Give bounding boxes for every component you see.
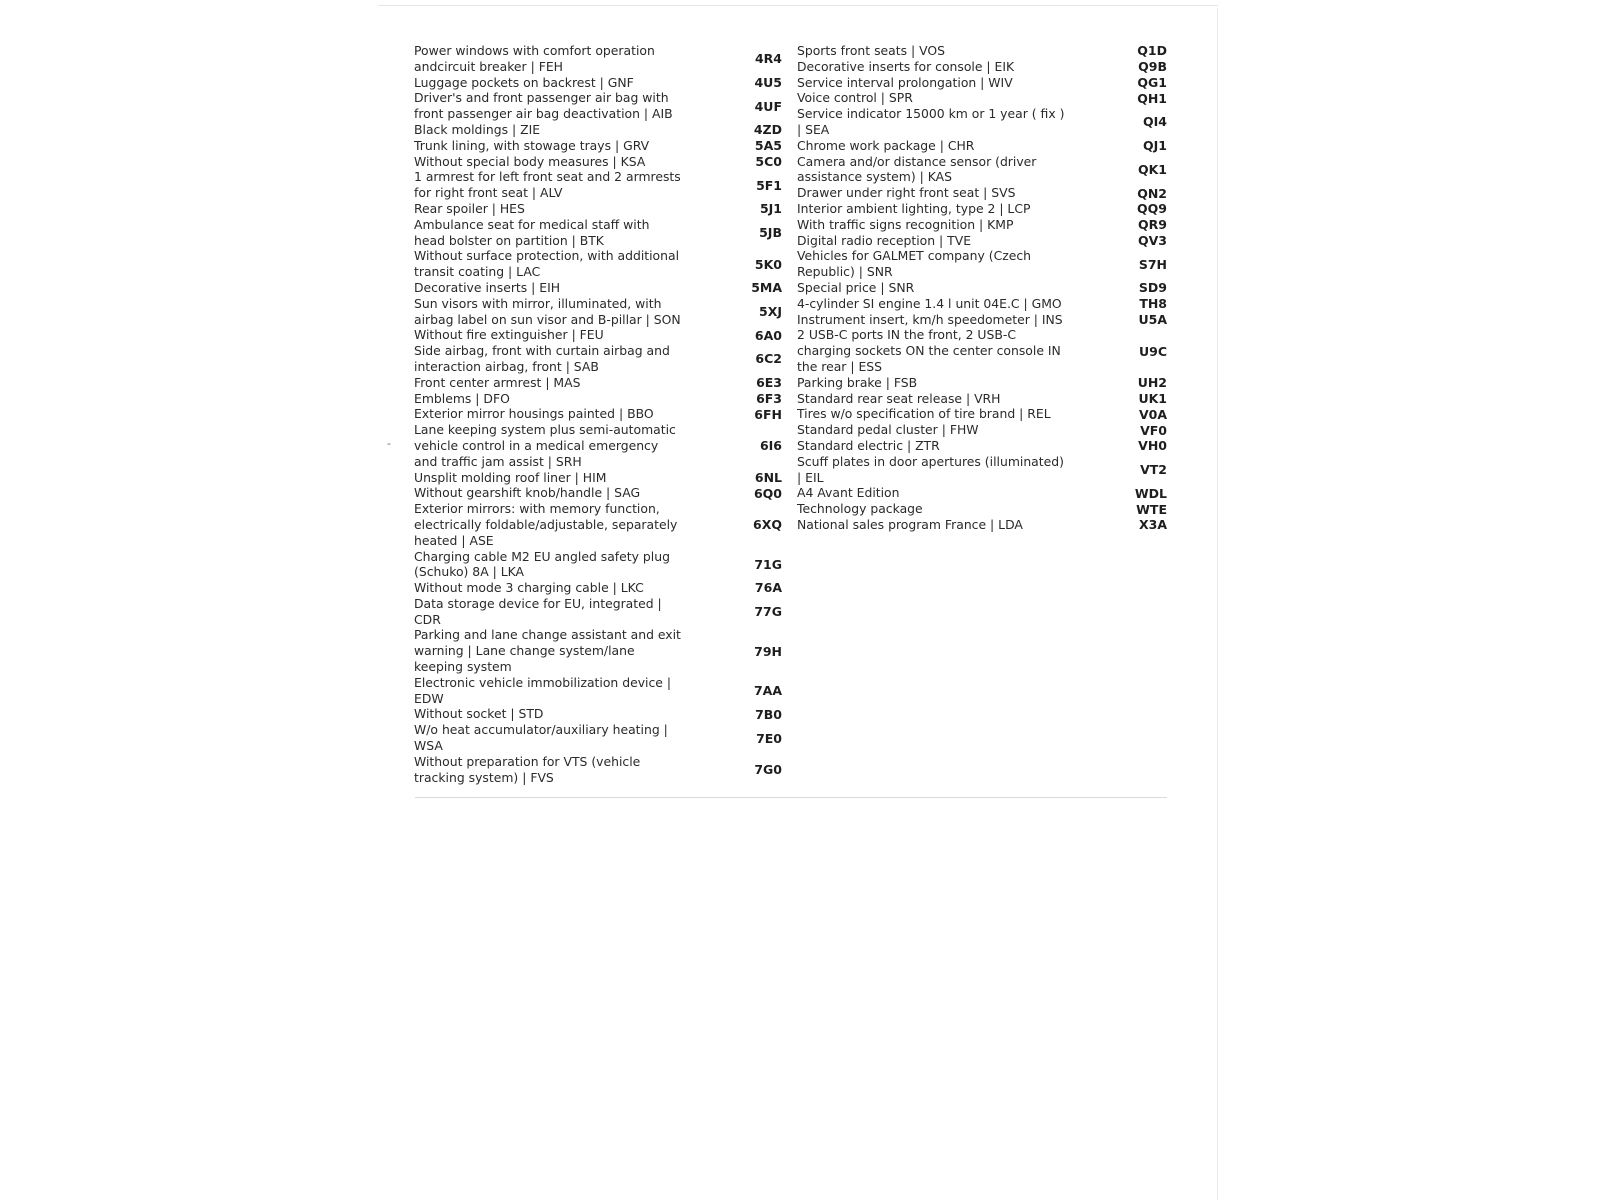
option-row: [414, 248, 784, 280]
bottom-divider: [415, 797, 1167, 798]
option-row: [414, 627, 784, 674]
option-code: 5JB: [759, 225, 782, 241]
option-code: 4R4: [754, 51, 782, 67]
option-code: 5C0: [755, 153, 782, 169]
option-row: [414, 580, 784, 596]
option-description: Standard pedal cluster | FHW: [797, 422, 979, 438]
option-description: Exterior mirrors: with memory function, electrically foldable/adjustable, separately heated | ASE: [414, 501, 678, 548]
option-code: 5MA: [751, 280, 782, 296]
option-code: 6C2: [755, 351, 782, 367]
option-description: Without surface protection, with additional transit coating | LAC: [414, 248, 680, 280]
option-description: Digital radio reception | TVE: [797, 232, 972, 248]
option-description: Ambulance seat for medical staff with head bolster on partition | BTK: [414, 216, 650, 248]
option-row: [797, 217, 1169, 233]
option-row: [414, 754, 784, 786]
option-code: 4ZD: [753, 122, 782, 138]
option-code: 6FH: [754, 406, 782, 422]
option-description: Special price | SNR: [797, 279, 915, 295]
option-code: 6F3: [756, 390, 782, 406]
option-code: SD9: [1138, 280, 1167, 296]
options-list-right: [797, 43, 1169, 533]
option-code: 7B0: [755, 706, 782, 722]
option-row: [414, 280, 784, 296]
option-code: Q1D: [1137, 43, 1167, 59]
option-description: Exterior mirror housings painted | BBO: [414, 406, 654, 422]
option-description: Lane keeping system plus semi-automatic vehicle control in a medical emergency and traffic jam assist | SRH: [414, 422, 676, 469]
option-code: 4UF: [754, 98, 782, 114]
option-description: Electronic vehicle immobilization device | EDW: [414, 674, 672, 706]
option-code: 5A5: [754, 138, 782, 154]
option-row: [414, 706, 784, 722]
options-list-left: [414, 43, 784, 785]
option-description: 4-cylinder SI engine 1.4 l unit 04E.C | GMO: [797, 295, 1062, 311]
option-row: [414, 596, 784, 628]
option-code: 6XQ: [753, 517, 782, 533]
option-row: [414, 675, 784, 707]
option-row: [414, 391, 784, 407]
option-row: [797, 422, 1169, 438]
option-code: 5F1: [756, 177, 782, 193]
option-row: [414, 406, 784, 422]
option-description: Interior ambient lighting, type 2 | LCP: [797, 200, 1031, 216]
option-description: Unsplit molding roof liner | HIM: [414, 469, 607, 485]
option-row: [414, 375, 784, 391]
option-code: TH8: [1139, 296, 1167, 312]
option-description: Sun visors with mirror, illuminated, with airbag label on sun visor and B-pillar | SON: [414, 295, 681, 327]
option-description: National sales program France | LDA: [797, 516, 1023, 532]
option-row: [414, 217, 784, 249]
option-code: VT2: [1140, 462, 1167, 478]
option-description: Without gearshift knob/handle | SAG: [414, 485, 641, 501]
option-code: U9C: [1138, 343, 1167, 359]
option-row: [414, 154, 784, 170]
option-description: Vehicles for GALMET company (Czech Republic) | SNR: [797, 248, 1032, 280]
option-description: Power windows with comfort operation andcircuit breaker | FEH: [414, 43, 655, 74]
option-code: QI4: [1143, 114, 1167, 130]
option-code: Q9B: [1138, 59, 1167, 75]
option-row: [797, 106, 1169, 138]
option-row: [797, 185, 1169, 201]
option-code: 6E3: [756, 375, 782, 391]
option-code: QJ1: [1143, 138, 1167, 154]
option-row: [414, 90, 784, 122]
option-code: UH2: [1137, 375, 1167, 391]
option-description: Sports front seats | VOS: [797, 43, 945, 58]
option-description: Without special body measures | KSA: [414, 153, 646, 169]
option-description: Without mode 3 charging cable | LKC: [414, 580, 644, 596]
option-code: WTE: [1136, 501, 1167, 517]
option-row: [797, 280, 1169, 296]
option-row: [414, 43, 784, 75]
option-description: Voice control | SPR: [797, 90, 913, 106]
option-row: [797, 327, 1169, 374]
option-code: 79H: [754, 643, 782, 659]
option-row: [414, 470, 784, 486]
option-code: QQ9: [1137, 201, 1167, 217]
option-description: Decorative inserts for console | EIK: [797, 58, 1015, 74]
option-description: Drawer under right front seat | SVS: [797, 185, 1016, 201]
option-code: 7AA: [753, 683, 782, 699]
option-row: [797, 248, 1169, 280]
option-description: 2 USB-C ports IN the front, 2 USB-C charging sockets ON the center console IN the rear | ESS: [797, 327, 1061, 374]
option-code: 76A: [754, 580, 782, 596]
scan-top-edge-line: [378, 5, 1218, 6]
option-description: Standard rear seat release | VRH: [797, 390, 1001, 406]
option-code: U5A: [1138, 311, 1167, 327]
option-code: 71G: [754, 556, 782, 572]
option-code: QN2: [1137, 185, 1167, 201]
option-description: With traffic signs recognition | KMP: [797, 216, 1014, 232]
option-row: [797, 75, 1169, 91]
option-row: [414, 422, 784, 469]
option-description: Side airbag, front with curtain airbag and interaction airbag, front | SAB: [414, 343, 670, 374]
option-code: 5K0: [754, 256, 782, 272]
option-description: Trunk lining, with stowage trays | GRV: [414, 137, 650, 153]
option-code: X3A: [1138, 517, 1167, 533]
option-row: [414, 138, 784, 154]
option-description: Decorative inserts | EIH: [414, 279, 561, 295]
option-row: [414, 722, 784, 754]
option-row: [797, 43, 1169, 59]
option-row: [797, 501, 1169, 517]
option-description: Data storage device for EU, integrated | CDR: [414, 595, 662, 627]
option-code: QK1: [1137, 161, 1167, 177]
option-row: [414, 549, 784, 581]
option-code: 7G0: [754, 762, 782, 778]
option-code: 4U5: [754, 74, 782, 90]
option-code: 6I6: [759, 438, 782, 454]
option-row: [797, 485, 1169, 501]
option-code: WDL: [1134, 485, 1167, 501]
option-code: 5J1: [759, 201, 782, 217]
option-row: [414, 327, 784, 343]
option-description: Service indicator 15000 km or 1 year ( fix ) | SEA: [797, 106, 1065, 137]
option-row: [414, 296, 784, 328]
option-description: Camera and/or distance sensor (driver assistance system) | KAS: [797, 153, 1037, 185]
option-row: [797, 517, 1169, 533]
option-code: UK1: [1138, 390, 1167, 406]
option-row: [414, 169, 784, 201]
option-code: 6NL: [754, 469, 782, 485]
option-description: Technology package: [797, 501, 923, 517]
option-row: [797, 391, 1169, 407]
option-row: [414, 485, 784, 501]
option-description: Charging cable M2 EU angled safety plug (Schuko) 8A | LKA: [414, 548, 670, 580]
option-code: S7H: [1138, 256, 1167, 272]
option-row: [797, 406, 1169, 422]
option-row: [797, 296, 1169, 312]
option-row: [797, 59, 1169, 75]
option-description: Without socket | STD: [414, 706, 544, 722]
option-code: 6Q0: [753, 485, 782, 501]
option-code: VH0: [1138, 438, 1167, 454]
option-row: [414, 501, 784, 548]
option-description: Without fire extinguisher | FEU: [414, 327, 604, 343]
option-description: Parking brake | FSB: [797, 374, 918, 390]
option-code: 7E0: [756, 730, 782, 746]
option-description: Without preparation for VTS (vehicle tracking system) | FVS: [414, 753, 641, 785]
option-code: QG1: [1137, 74, 1167, 90]
option-row: [797, 438, 1169, 454]
option-description: Rear spoiler | HES: [414, 200, 525, 216]
option-description: A4 Avant Edition: [797, 485, 900, 501]
option-code: QH1: [1137, 90, 1167, 106]
option-description: Tires w/o specification of tire brand | REL: [797, 406, 1051, 422]
option-row: [797, 375, 1169, 391]
option-description: Chrome work package | CHR: [797, 137, 975, 153]
option-row: [797, 154, 1169, 186]
option-code: VF0: [1140, 422, 1167, 438]
option-row: [414, 122, 784, 138]
option-code: 5XJ: [759, 304, 782, 320]
option-description: Parking and lane change assistant and exit warning | Lane change system/lane keeping system: [414, 627, 681, 675]
option-description: W/o heat accumulator/auxiliary heating | WSA: [414, 722, 668, 754]
option-row: [414, 343, 784, 375]
option-description: Standard electric | ZTR: [797, 437, 940, 453]
scan-right-edge-line: [1217, 8, 1218, 1200]
option-code: 6A0: [754, 327, 782, 343]
option-description: Driver's and front passenger air bag with front passenger air bag deactivation | AIB: [414, 90, 673, 122]
option-row: [797, 90, 1169, 106]
option-row: [414, 75, 784, 91]
option-description: Black moldings | ZIE: [414, 121, 541, 137]
option-row: [797, 312, 1169, 328]
option-description: Instrument insert, km/h speedometer | INS: [797, 311, 1063, 327]
option-code: 77G: [754, 604, 782, 620]
option-row: [797, 138, 1169, 154]
option-code: V0A: [1138, 406, 1167, 422]
option-code: QR9: [1138, 217, 1167, 233]
option-row: [797, 454, 1169, 486]
option-description: Scuff plates in door apertures (illuminated) | EIL: [797, 453, 1064, 485]
option-description: 1 armrest for left front seat and 2 armrests for right front seat | ALV: [414, 169, 681, 201]
option-row: [797, 201, 1169, 217]
option-description: Service interval prolongation | WIV: [797, 74, 1013, 90]
option-description: Front center armrest | MAS: [414, 374, 581, 390]
option-description: Luggage pockets on backrest | GNF: [414, 74, 634, 90]
option-code: QV3: [1138, 232, 1167, 248]
stray-dash-mark: -: [387, 437, 391, 450]
option-row: [797, 233, 1169, 249]
option-description: Emblems | DFO: [414, 390, 510, 406]
option-row: [414, 201, 784, 217]
